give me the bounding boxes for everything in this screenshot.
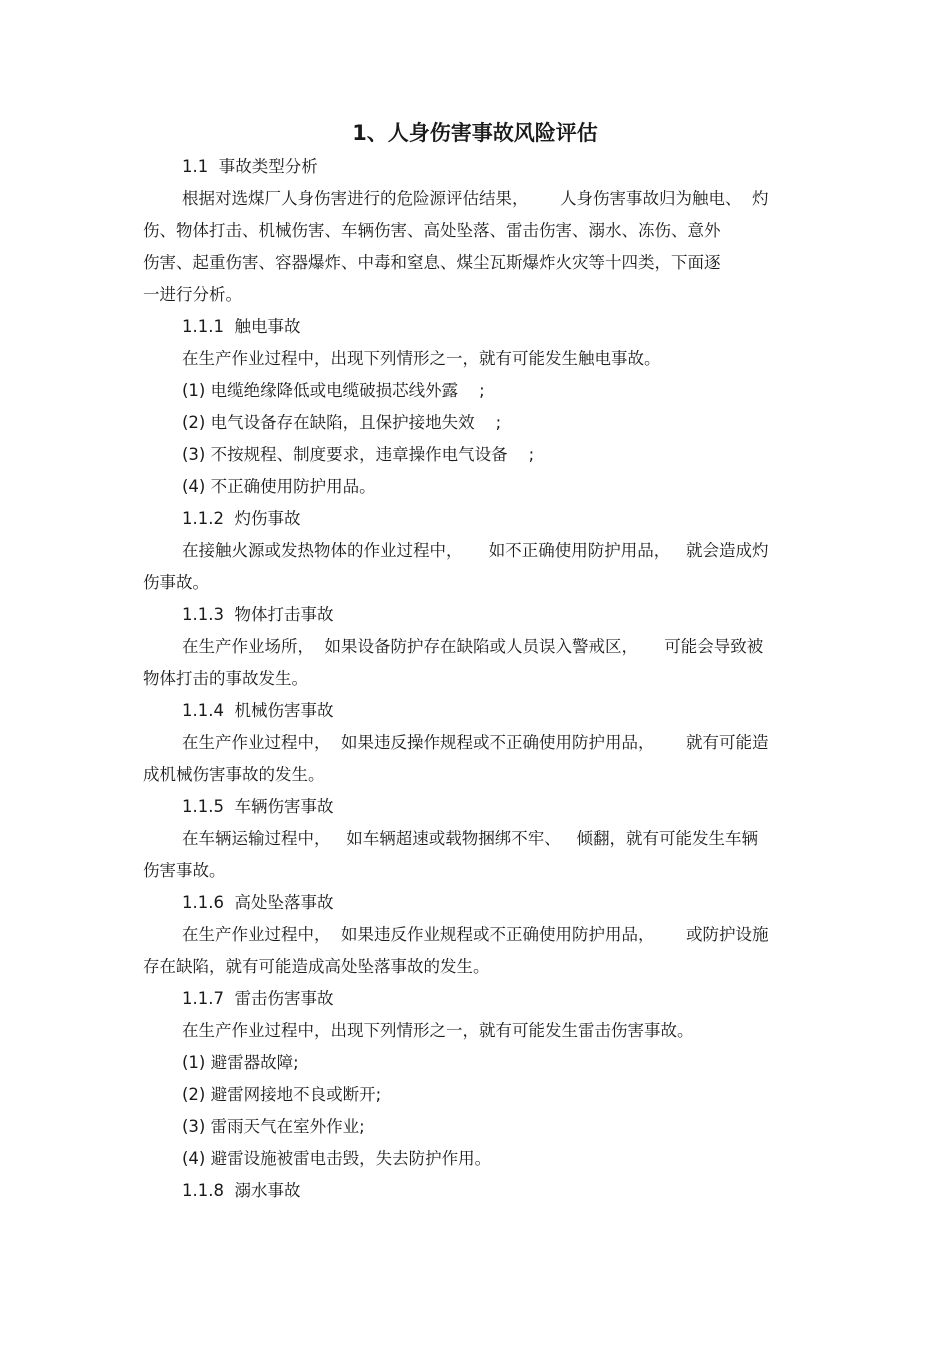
paragraph-line: 在生产作业过程中，出现下列情形之一，就有可能发生雷击伤害事故。 bbox=[182, 1021, 694, 1040]
list-item: (1) 避雷器故障; bbox=[182, 1053, 299, 1072]
paragraph-line: 根据对选煤厂人身伤害进行的危险源评估结果， 人身伤害事故归为触电、 灼 bbox=[182, 189, 769, 208]
paragraph-line: 伤害事故。 bbox=[143, 861, 226, 880]
paragraph-line: 在车辆运输过程中， 如车辆超速或载物捆绑不牢、 倾翻，就有可能发生车辆 bbox=[182, 829, 758, 848]
list-item: (3) 雷雨天气在室外作业; bbox=[182, 1117, 365, 1136]
paragraph-line: 成机械伤害事故的发生。 bbox=[143, 765, 325, 784]
paragraph-line: 一进行分析。 bbox=[143, 285, 242, 304]
section-heading-1-1-4: 1.1.4 机械伤害事故 bbox=[182, 701, 334, 720]
paragraph-line: 物体打击的事故发生。 bbox=[143, 669, 308, 688]
list-item: (2) 避雷网接地不良或断开; bbox=[182, 1085, 382, 1104]
paragraph-line: 存在缺陷，就有可能造成高处坠落事故的发生。 bbox=[143, 957, 490, 976]
list-item: (4) 避雷设施被雷电击毁，失去防护作用。 bbox=[182, 1149, 492, 1168]
list-item: (2) 电气设备存在缺陷，且保护接地失效 ; bbox=[182, 413, 502, 432]
page-title: 1、人身伤害事故风险评估 bbox=[352, 121, 598, 145]
paragraph-line: 伤事故。 bbox=[143, 573, 209, 592]
paragraph-line: 在接触火源或发热物体的作业过程中， 如不正确使用防护用品， 就会造成灼 bbox=[182, 541, 769, 560]
paragraph-line: 伤、物体打击、机械伤害、车辆伤害、高处坠落、雷击伤害、溺水、冻伤、意外 bbox=[143, 221, 721, 240]
section-heading-1-1-1: 1.1.1 触电事故 bbox=[182, 317, 301, 336]
list-item: (4) 不正确使用防护用品。 bbox=[182, 477, 376, 496]
section-heading-1-1-8: 1.1.8 溺水事故 bbox=[182, 1181, 301, 1200]
section-heading-1-1-7: 1.1.7 雷击伤害事故 bbox=[182, 989, 334, 1008]
list-item: (3) 不按规程、制度要求，违章操作电气设备 ; bbox=[182, 445, 535, 464]
list-item: (1) 电缆绝缘降低或电缆破损芯线外露 ; bbox=[182, 381, 485, 400]
paragraph-line: 伤害、起重伤害、容器爆炸、中毒和窒息、煤尘瓦斯爆炸火灾等十四类，下面逐 bbox=[143, 253, 721, 272]
section-heading-1-1-2: 1.1.2 灼伤事故 bbox=[182, 509, 301, 528]
section-heading-1-1: 1.1 事故类型分析 bbox=[182, 157, 318, 176]
paragraph-line: 在生产作业过程中， 如果违反作业规程或不正确使用防护用品， 或防护设施 bbox=[182, 925, 769, 944]
section-heading-1-1-3: 1.1.3 物体打击事故 bbox=[182, 605, 334, 624]
section-heading-1-1-5: 1.1.5 车辆伤害事故 bbox=[182, 797, 334, 816]
section-heading-1-1-6: 1.1.6 高处坠落事故 bbox=[182, 893, 334, 912]
paragraph-line: 在生产作业场所， 如果设备防护存在缺陷或人员误入警戒区， 可能会导致被 bbox=[182, 637, 764, 656]
paragraph-line: 在生产作业过程中， 如果违反操作规程或不正确使用防护用品， 就有可能造 bbox=[182, 733, 769, 752]
paragraph-line: 在生产作业过程中，出现下列情形之一，就有可能发生触电事故。 bbox=[182, 349, 661, 368]
